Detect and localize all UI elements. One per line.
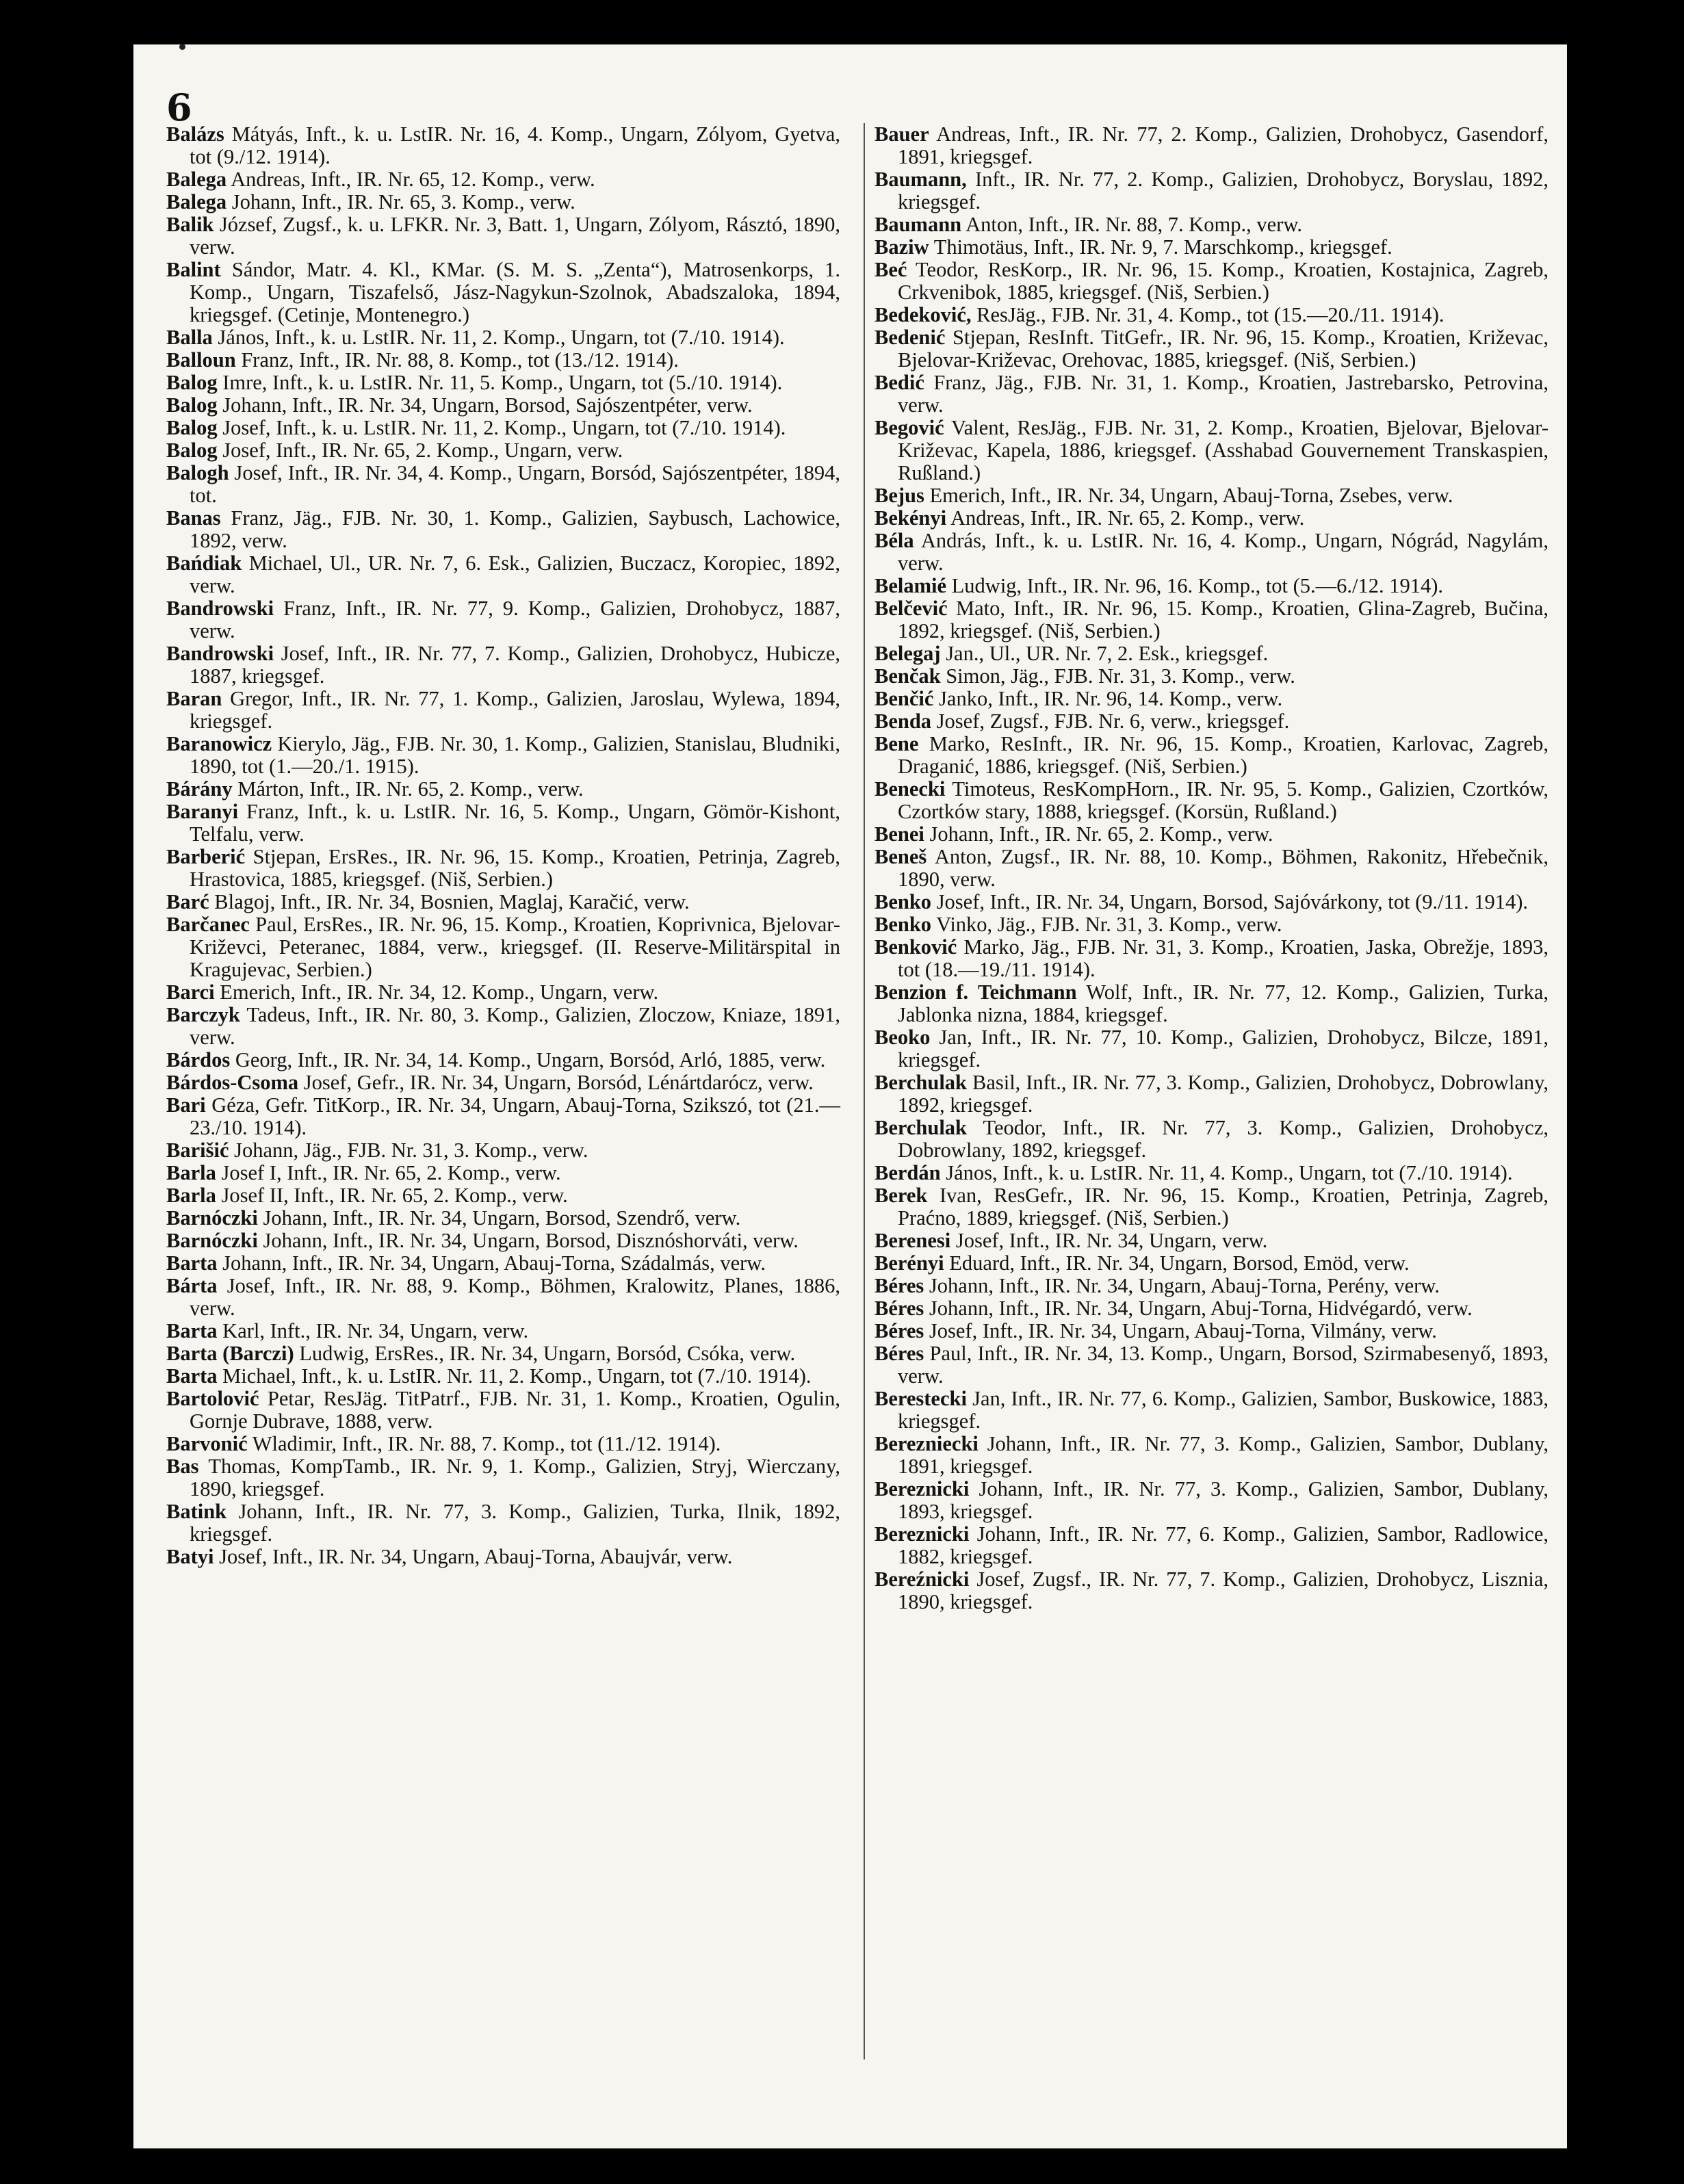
entry-surname: Balloun	[166, 348, 236, 372]
entry-details: Franz, Inft., IR. Nr. 88, 8. Komp., tot (13./12. 1914).	[241, 348, 679, 372]
entry-details: Georg, Inft., IR. Nr. 34, 14. Komp., Ungarn, Borsód, Arló, 1885, verw.	[235, 1048, 826, 1071]
entry-details: Andreas, Inft., IR. Nr. 77, 2. Komp., Galizien, Drohobycz, Gasendorf, 1891, kriegsgef.	[898, 122, 1549, 168]
entry-surname: Bekényi	[875, 506, 947, 530]
entry-surname: Baran	[166, 687, 222, 710]
entry-surname: Barczyk	[166, 1003, 240, 1026]
entry-details: Ludwig, Inft., IR. Nr. 96, 16. Komp., tot (5.—6./12. 1914).	[951, 574, 1444, 597]
entry-details: Stjepan, ResInft. TitGefr., IR. Nr. 96, 15. Komp., Kroatien, Križevac, Bjelovar-Križevac, Orehovac, 1885, kriegsgef. (Niš, Serbien.)	[898, 326, 1549, 372]
entry-details: Johann, Jäg., FJB. Nr. 31, 3. Komp., verw.	[234, 1139, 588, 1162]
register-entry	[875, 1433, 1549, 1478]
register-entry	[875, 1320, 1549, 1342]
entry-details: Josef II, Inft., IR. Nr. 65, 2. Komp., verw.	[221, 1184, 568, 1207]
entry-details: Timoteus, ResKompHorn., IR. Nr. 95, 5. Komp., Galizien, Czortków, Czortków stary, 1888, kriegsgef. (Korsün, Rußland.)	[898, 777, 1549, 823]
register-entry	[875, 304, 1549, 326]
register-entry	[875, 778, 1549, 823]
register-entry	[875, 326, 1549, 372]
entry-surname: Berezniecki	[875, 1432, 979, 1455]
entry-surname: Berenesi	[875, 1229, 951, 1252]
entry-surname: Barnóczki	[166, 1229, 258, 1252]
entry-details: Janko, Inft., IR. Nr. 96, 14. Komp., verw.	[939, 687, 1283, 710]
right-column	[875, 123, 1549, 1613]
entry-details: Marko, ResInft., IR. Nr. 96, 15. Komp., Kroatien, Karlovac, Zagreb, Draganić, 1886, kriegsgef. (Niš, Serbien.)	[898, 732, 1549, 778]
register-entry	[166, 1455, 840, 1500]
entry-surname: Berényi	[875, 1251, 944, 1275]
entry-details: Thimotäus, Inft., IR. Nr. 9, 7. Marschkomp., kriegsgef.	[933, 235, 1392, 259]
register-entry	[166, 326, 840, 349]
register-entry	[875, 597, 1549, 642]
entry-details: Paul, ErsRes., IR. Nr. 96, 15. Komp., Kroatien, Koprivnica, Bjelovar-Križevci, Peteranec, 1884, verw., kriegsgef. (II. Reserve-Militärspital in Kragujevac, Serbien.)	[190, 913, 840, 981]
register-entry	[166, 1139, 840, 1162]
entry-details: Paul, Inft., IR. Nr. 34, 13. Komp., Ungarn, Borsod, Szirmabesenyő, 1893, verw.	[898, 1342, 1549, 1388]
entry-details: Michael, Ul., UR. Nr. 7, 6. Esk., Galizien, Buczacz, Koropiec, 1892, verw.	[190, 551, 841, 597]
register-entry	[166, 778, 840, 801]
entry-details: Josef, Inft., IR. Nr. 88, 9. Komp., Böhmen, Kralowitz, Planes, 1886, verw.	[190, 1274, 840, 1320]
register-entry	[875, 1252, 1549, 1275]
register-entry	[875, 665, 1549, 688]
entry-surname: Beneš	[875, 845, 927, 868]
register-entry	[166, 981, 840, 1004]
register-entry	[166, 213, 840, 259]
register-entry	[166, 1365, 840, 1388]
entry-details: Petar, ResJäg. TitPatrf., FJB. Nr. 31, 1. Komp., Kroatien, Ogulin, Gornje Dubrave, 1888, verw.	[190, 1387, 841, 1433]
entry-surname: Belegaj	[875, 642, 941, 665]
register-entry	[166, 597, 840, 642]
entry-details: Josef, Inft., IR. Nr. 34, Ungarn, verw.	[955, 1229, 1268, 1252]
entry-surname: Barta (Barczi)	[166, 1342, 294, 1365]
entry-details: Josef I, Inft., IR. Nr. 65, 2. Komp., verw.	[221, 1161, 561, 1184]
entry-details: Valent, ResJäg., FJB. Nr. 31, 2. Komp., Kroatien, Bjelovar, Bjelovar-Križevac, Kapela, 1886, kriegsgef. (Asshabad Gouvernement Transkaspien, Rußland.)	[898, 416, 1549, 484]
entry-surname: Barta	[166, 1364, 218, 1388]
entry-details: Anton, Inft., IR. Nr. 88, 7. Komp., verw.	[966, 213, 1302, 236]
register-entry	[875, 123, 1549, 168]
register-entry	[166, 349, 840, 372]
entry-surname: Berek	[875, 1184, 928, 1207]
entry-surname: Barci	[166, 980, 215, 1004]
entry-details: Géza, Gefr. TitKorp., IR. Nr. 34, Ungarn, Abauj-Torna, Szikszó, tot (21.—23./10. 1914).	[190, 1093, 840, 1139]
entry-surname: Bene	[875, 732, 919, 755]
entry-details: Simon, Jäg., FJB. Nr. 31, 3. Komp., verw.	[946, 664, 1295, 688]
entry-details: Karl, Inft., IR. Nr. 34, Ungarn, verw.	[222, 1319, 529, 1342]
entry-surname: Balog	[166, 416, 218, 439]
entry-details: Thomas, KompTamb., IR. Nr. 9, 1. Komp., Galizien, Stryj, Wierczany, 1890, kriegsgef.	[190, 1455, 840, 1500]
entry-details: Inft., IR. Nr. 77, 2. Komp., Galizien, Drohobycz, Boryslau, 1892, kriegsgef.	[898, 168, 1549, 213]
register-entry	[166, 123, 840, 168]
register-entry	[875, 1071, 1549, 1117]
entry-details: Josef, Zugsf., FJB. Nr. 6, verw., kriegsgef.	[936, 710, 1290, 733]
register-entry	[875, 1026, 1549, 1071]
register-entry	[875, 913, 1549, 936]
entry-surname: Barčanec	[166, 913, 250, 936]
register-entry	[875, 168, 1549, 213]
entry-details: Josef, Inft., IR. Nr. 34, 4. Komp., Ungarn, Borsód, Sajószentpéter, 1894, tot.	[190, 461, 841, 507]
register-entry	[875, 1162, 1549, 1184]
entry-surname: Barć	[166, 890, 209, 913]
entry-details: József, Zugsf., k. u. LFKR. Nr. 3, Batt. 1, Ungarn, Zólyom, Rásztó, 1890, verw.	[190, 213, 840, 259]
register-entry	[166, 846, 840, 891]
entry-surname: Benko	[875, 890, 932, 913]
register-entry	[166, 507, 840, 552]
entry-details: Jan, Inft., IR. Nr. 77, 10. Komp., Galizien, Drohobycz, Bilcze, 1891, kriegsgef.	[898, 1026, 1549, 1071]
entry-details: Josef, Inft., IR. Nr. 34, Ungarn, Abauj-Torna, Abaujvár, verw.	[219, 1545, 733, 1568]
entry-surname: Barta	[166, 1319, 218, 1342]
entry-surname: Belamié	[875, 574, 947, 597]
register-entry	[166, 1207, 840, 1230]
ink-dot	[179, 44, 185, 50]
entry-details: Josef, Inft., IR. Nr. 34, Ungarn, Borsod, Sajóvárkony, tot (9./11. 1914).	[936, 890, 1529, 913]
entry-details: Franz, Inft., IR. Nr. 77, 9. Komp., Galizien, Drohobycz, 1887, verw.	[190, 597, 840, 642]
entry-surname: Bandrowski	[166, 597, 274, 620]
entry-surname: Barberić	[166, 845, 246, 868]
entry-details: Johann, Inft., IR. Nr. 34, Ungarn, Borsod, Disznóshorváti, verw.	[263, 1229, 799, 1252]
entry-details: Josef, Zugsf., IR. Nr. 77, 7. Komp., Galizien, Drohobycz, Lisznia, 1890, kriegsgef.	[898, 1568, 1549, 1613]
register-entry	[166, 462, 840, 507]
register-entry	[875, 1230, 1549, 1252]
entry-details: Eduard, Inft., IR. Nr. 34, Ungarn, Borsod, Emöd, verw.	[949, 1251, 1410, 1275]
entry-surname: Benzion f. Teichmann	[875, 980, 1077, 1004]
entry-surname: Bari	[166, 1093, 206, 1117]
entry-surname: Bauer	[875, 122, 929, 146]
entry-surname: Beć	[875, 258, 907, 281]
entry-surname: Barišić	[166, 1139, 229, 1162]
entry-surname: Barla	[166, 1161, 216, 1184]
left-column	[166, 123, 840, 1568]
entry-details: Johann, Inft., IR. Nr. 65, 3. Komp., verw.	[231, 190, 575, 213]
entry-details: Johann, Inft., IR. Nr. 34, Ungarn, Abuj-Torna, Hidvégardó, verw.	[929, 1297, 1473, 1320]
register-entry	[875, 1568, 1549, 1613]
register-entry	[875, 1342, 1549, 1388]
register-entry	[875, 981, 1549, 1026]
entry-details: Imre, Inft., k. u. LstIR. Nr. 11, 5. Komp., Ungarn, tot (5./10. 1914).	[222, 371, 783, 394]
entry-details: Gregor, Inft., IR. Nr. 77, 1. Komp., Galizien, Jaroslau, Wylewa, 1894, kriegsgef.	[190, 687, 840, 733]
entry-details: Johann, Inft., IR. Nr. 77, 3. Komp., Galizien, Sambor, Dublany, 1893, kriegsgef.	[898, 1477, 1549, 1523]
register-entry	[875, 846, 1549, 891]
entry-details: Franz, Jäg., FJB. Nr. 30, 1. Komp., Galizien, Saybusch, Lachowice, 1892, verw.	[190, 506, 841, 552]
register-entry	[875, 1117, 1549, 1162]
entry-surname: Béres	[875, 1274, 924, 1297]
column-divider	[864, 123, 865, 2059]
entry-surname: Bereźnicki	[875, 1568, 970, 1591]
entry-details: Emerich, Inft., IR. Nr. 34, 12. Komp., Ungarn, verw.	[220, 980, 659, 1004]
register-entry	[166, 733, 840, 778]
register-entry	[166, 801, 840, 846]
entry-details: Wladimir, Inft., IR. Nr. 88, 7. Komp., tot (11./12. 1914).	[252, 1432, 721, 1455]
register-entry	[875, 688, 1549, 710]
entry-surname: Bárdos	[166, 1048, 231, 1071]
entry-surname: Baumann,	[875, 168, 967, 191]
entry-surname: Batyi	[166, 1545, 214, 1568]
register-entry	[166, 1342, 840, 1365]
entry-details: Johann, Inft., IR. Nr. 34, Ungarn, Borsod, Sajószentpéter, verw.	[222, 393, 753, 417]
entry-details: Teodor, Inft., IR. Nr. 77, 3. Komp., Galizien, Drohobycz, Dobrowlany, 1892, kriegsgef.	[898, 1116, 1549, 1162]
register-entry	[875, 710, 1549, 733]
entry-surname: Berdán	[875, 1161, 941, 1184]
entry-surname: Benei	[875, 822, 924, 846]
entry-surname: Berestecki	[875, 1387, 967, 1410]
entry-details: Vinko, Jäg., FJB. Nr. 31, 3. Komp., verw.	[936, 913, 1282, 936]
entry-surname: Béres	[875, 1342, 924, 1365]
entry-details: András, Inft., k. u. LstIR. Nr. 16, 4. Komp., Ungarn, Nógrád, Nagylám, verw.	[898, 529, 1549, 575]
entry-details: ResJäg., FJB. Nr. 31, 4. Komp., tot (15.—20./11. 1914).	[976, 303, 1445, 326]
entry-surname: Baumann	[875, 213, 962, 236]
entry-details: Johann, Inft., IR. Nr. 34, Ungarn, Abauj-Torna, Szádalmás, verw.	[222, 1251, 766, 1275]
entry-details: Johann, Inft., IR. Nr. 77, 6. Komp., Galizien, Sambor, Radlowice, 1882, kriegsgef.	[898, 1522, 1549, 1568]
entry-surname: Baranyi	[166, 800, 239, 823]
entry-surname: Bereznicki	[875, 1477, 970, 1500]
entry-surname: Bartolović	[166, 1387, 259, 1410]
register-entry	[166, 168, 840, 191]
entry-surname: Benko	[875, 913, 932, 936]
entry-details: János, Inft., k. u. LstIR. Nr. 11, 4. Komp., Ungarn, tot (7./10. 1914).	[946, 1161, 1513, 1184]
register-entry	[875, 891, 1549, 913]
entry-details: Johann, Inft., IR. Nr. 34, Ungarn, Borsod, Szendrő, verw.	[263, 1206, 741, 1230]
register-entry	[166, 891, 840, 913]
entry-details: Franz, Jäg., FJB. Nr. 31, 1. Komp., Kroatien, Jastrebarsko, Petrovina, verw.	[898, 371, 1549, 417]
register-entry	[875, 733, 1549, 778]
register-entry	[875, 1275, 1549, 1297]
register-entry	[166, 688, 840, 733]
register-entry	[166, 439, 840, 462]
entry-surname: Baziw	[875, 235, 929, 259]
entry-details: Josef, Gefr., IR. Nr. 34, Ungarn, Borsód, Lénártdarócz, verw.	[303, 1071, 814, 1094]
register-entry	[875, 642, 1549, 665]
entry-details: Jan., Ul., UR. Nr. 7, 2. Esk., kriegsgef.	[946, 642, 1269, 665]
entry-surname: Balla	[166, 326, 213, 349]
register-entry	[166, 1275, 840, 1320]
register-entry	[166, 372, 840, 394]
entry-details: Johann, Inft., IR. Nr. 77, 3. Komp., Galizien, Sambor, Dublany, 1891, kriegsgef.	[898, 1432, 1549, 1478]
register-entry	[166, 191, 840, 213]
register-entry	[875, 936, 1549, 981]
entry-details: Anton, Zugsf., IR. Nr. 88, 10. Komp., Böhmen, Rakonitz, Hřebečnik, 1890, verw.	[898, 845, 1549, 891]
register-entry	[166, 552, 840, 597]
entry-surname: Bereznicki	[875, 1522, 970, 1546]
entry-surname: Benecki	[875, 777, 946, 801]
entry-details: Márton, Inft., IR. Nr. 65, 2. Komp., verw.	[237, 777, 584, 801]
entry-surname: Balega	[166, 168, 227, 191]
register-entry	[166, 1500, 840, 1546]
register-entry	[166, 1162, 840, 1184]
entry-details: Wolf, Inft., IR. Nr. 77, 12. Komp., Galizien, Turka, Jablonka nizna, 1884, kriegsgef.	[898, 980, 1549, 1026]
entry-details: Kierylo, Jäg., FJB. Nr. 30, 1. Komp., Galizien, Stanislau, Bludniki, 1890, tot (1.—20./1. 1915).	[190, 732, 841, 778]
page-number: 6	[166, 86, 192, 129]
entry-details: Mato, Inft., IR. Nr. 96, 15. Komp., Kroatien, Glina-Zagreb, Bučina, 1892, kriegsgef. (Niš, Serbien.)	[898, 597, 1549, 642]
register-entry	[166, 1004, 840, 1049]
register-entry	[166, 1184, 840, 1207]
entry-surname: Benda	[875, 710, 932, 733]
register-entry	[166, 394, 840, 417]
entry-details: Emerich, Inft., IR. Nr. 34, Ungarn, Abauj-Torna, Zsebes, verw.	[929, 484, 1453, 507]
entry-surname: Béres	[875, 1319, 924, 1342]
entry-details: Michael, Inft., k. u. LstIR. Nr. 11, 2. Komp., Ungarn, tot (7./10. 1914).	[222, 1364, 812, 1388]
entry-surname: Baranowicz	[166, 732, 272, 755]
entry-surname: Barnóczki	[166, 1206, 258, 1230]
register-entry	[875, 1297, 1549, 1320]
entry-surname: Bárány	[166, 777, 233, 801]
register-entry	[166, 1071, 840, 1094]
entry-surname: Banas	[166, 506, 221, 530]
register-entry	[875, 507, 1549, 530]
entry-surname: Benković	[875, 935, 957, 959]
register-entry	[166, 1433, 840, 1455]
entry-details: Marko, Jäg., FJB. Nr. 31, 3. Komp., Kroatien, Jaska, Obrežje, 1893, tot (18.—19./11. 1914).	[898, 935, 1549, 981]
entry-details: Josef, Inft., IR. Nr. 34, Ungarn, Abauj-Torna, Vilmány, verw.	[929, 1319, 1437, 1342]
entry-surname: Béla	[875, 529, 914, 552]
register-entry	[875, 823, 1549, 846]
register-entry	[166, 1320, 840, 1342]
register-entry	[166, 1252, 840, 1275]
entry-surname: Bárta	[166, 1274, 218, 1297]
entry-details: János, Inft., k. u. LstIR. Nr. 11, 2. Komp., Ungarn, tot (7./10. 1914).	[218, 326, 785, 349]
entry-surname: Barta	[166, 1251, 218, 1275]
entry-details: Johann, Inft., IR. Nr. 65, 2. Komp., verw.	[929, 822, 1273, 846]
register-entry	[166, 642, 840, 688]
entry-details: Basil, Inft., IR. Nr. 77, 3. Komp., Galizien, Drohobycz, Dobrowlany, 1892, kriegsgef.	[898, 1071, 1549, 1117]
entry-details: Johann, Inft., IR. Nr. 34, Ungarn, Abauj-Torna, Perény, verw.	[929, 1274, 1440, 1297]
entry-surname: Barvonić	[166, 1432, 248, 1455]
register-entry	[875, 484, 1549, 507]
entry-surname: Balint	[166, 258, 221, 281]
entry-details: Teodor, ResKorp., IR. Nr. 96, 15. Komp., Kroatien, Kostajnica, Zagreb, Crkvenibok, 1885, kriegsgef. (Niš, Serbien.)	[898, 258, 1549, 304]
entry-surname: Beoko	[875, 1026, 931, 1049]
register-entry	[875, 1478, 1549, 1523]
entry-surname: Benčić	[875, 687, 934, 710]
entry-surname: Bejus	[875, 484, 924, 507]
register-entry	[166, 1094, 840, 1139]
entry-details: Johann, Inft., IR. Nr. 77, 3. Komp., Galizien, Turka, Ilnik, 1892, kriegsgef.	[190, 1500, 841, 1546]
entry-details: Josef, Inft., IR. Nr. 77, 7. Komp., Galizien, Drohobycz, Hubicze, 1887, kriegsgef.	[190, 642, 840, 688]
register-entry	[166, 913, 840, 981]
entry-surname: Balog	[166, 439, 218, 462]
register-entry	[875, 372, 1549, 417]
register-entry	[166, 1230, 840, 1252]
entry-details: Sándor, Matr. 4. Kl., KMar. (S. M. S. „Zenta“), Matrosenkorps, 1. Komp., Ungarn, Tiszafelső, Jász-Nagykun-Szolnok, Abadszaloka, 1894, kriegsgef. (Cetinje, Montenegro.)	[190, 258, 840, 326]
entry-details: Ludwig, ErsRes., IR. Nr. 34, Ungarn, Borsód, Csóka, verw.	[299, 1342, 796, 1365]
entry-details: Jan, Inft., IR. Nr. 77, 6. Komp., Galizien, Sambor, Buskowice, 1883, kriegsgef.	[898, 1387, 1549, 1433]
entry-surname: Belčević	[875, 597, 948, 620]
register-entry	[166, 417, 840, 439]
entry-surname: Bandrowski	[166, 642, 274, 665]
register-entry	[166, 1049, 840, 1071]
entry-surname: Benčak	[875, 664, 941, 688]
register-entry	[875, 1388, 1549, 1433]
entry-details: Ivan, ResGefr., IR. Nr. 96, 15. Komp., Kroatien, Petrinja, Zagreb, Praćno, 1889, kriegsgef. (Niš, Serbien.)	[898, 1184, 1549, 1230]
entry-surname: Barla	[166, 1184, 216, 1207]
register-entry	[166, 1546, 840, 1568]
register-entry	[875, 236, 1549, 259]
register-entry	[875, 417, 1549, 484]
entry-details: Tadeus, Inft., IR. Nr. 80, 3. Komp., Galizien, Zloczow, Kniaze, 1891, verw.	[190, 1003, 840, 1049]
entry-surname: Bańdiak	[166, 551, 242, 575]
entry-details: Stjepan, ErsRes., IR. Nr. 96, 15. Komp., Kroatien, Petrinja, Zagreb, Hrastovica, 1885, kriegsgef. (Niš, Serbien.)	[190, 845, 841, 891]
entry-surname: Balik	[166, 213, 214, 236]
entry-surname: Bas	[166, 1455, 199, 1478]
entry-details: Josef, Inft., IR. Nr. 65, 2. Komp., Ungarn, verw.	[222, 439, 623, 462]
entry-surname: Balázs	[166, 122, 224, 146]
entry-surname: Balega	[166, 190, 227, 213]
entry-surname: Bárdos-Csoma	[166, 1071, 299, 1094]
register-entry	[875, 259, 1549, 304]
entry-details: Franz, Inft., k. u. LstIR. Nr. 16, 5. Komp., Ungarn, Gömör-Kishont, Telfalu, verw.	[190, 800, 841, 846]
entry-surname: Begović	[875, 416, 944, 439]
entry-surname: Bedenić	[875, 326, 946, 349]
entry-surname: Balog	[166, 371, 218, 394]
entry-details: Blagoj, Inft., IR. Nr. 34, Bosnien, Maglaj, Karačić, verw.	[214, 890, 690, 913]
entry-surname: Batink	[166, 1500, 227, 1523]
entry-surname: Berchulak	[875, 1071, 968, 1094]
entry-details: Mátyás, Inft., k. u. LstIR. Nr. 16, 4. Komp., Ungarn, Zólyom, Gyetva, tot (9./12. 1914).	[190, 122, 841, 168]
entry-details: Josef, Inft., k. u. LstIR. Nr. 11, 2. Komp., Ungarn, tot (7./10. 1914).	[222, 416, 786, 439]
register-entry	[875, 213, 1549, 236]
entry-surname: Bedeković,	[875, 303, 972, 326]
register-entry	[875, 575, 1549, 597]
entry-surname: Berchulak	[875, 1116, 968, 1139]
register-entry	[875, 530, 1549, 575]
entry-surname: Bedić	[875, 371, 924, 394]
entry-surname: Balog	[166, 393, 218, 417]
register-entry	[875, 1184, 1549, 1230]
entry-details: Andreas, Inft., IR. Nr. 65, 2. Komp., verw.	[950, 506, 1305, 530]
register-entry	[875, 1523, 1549, 1568]
register-entry	[166, 259, 840, 326]
entry-details: Andreas, Inft., IR. Nr. 65, 12. Komp., verw.	[231, 168, 595, 191]
entry-surname: Béres	[875, 1297, 924, 1320]
register-entry	[166, 1388, 840, 1433]
entry-surname: Balogh	[166, 461, 229, 484]
